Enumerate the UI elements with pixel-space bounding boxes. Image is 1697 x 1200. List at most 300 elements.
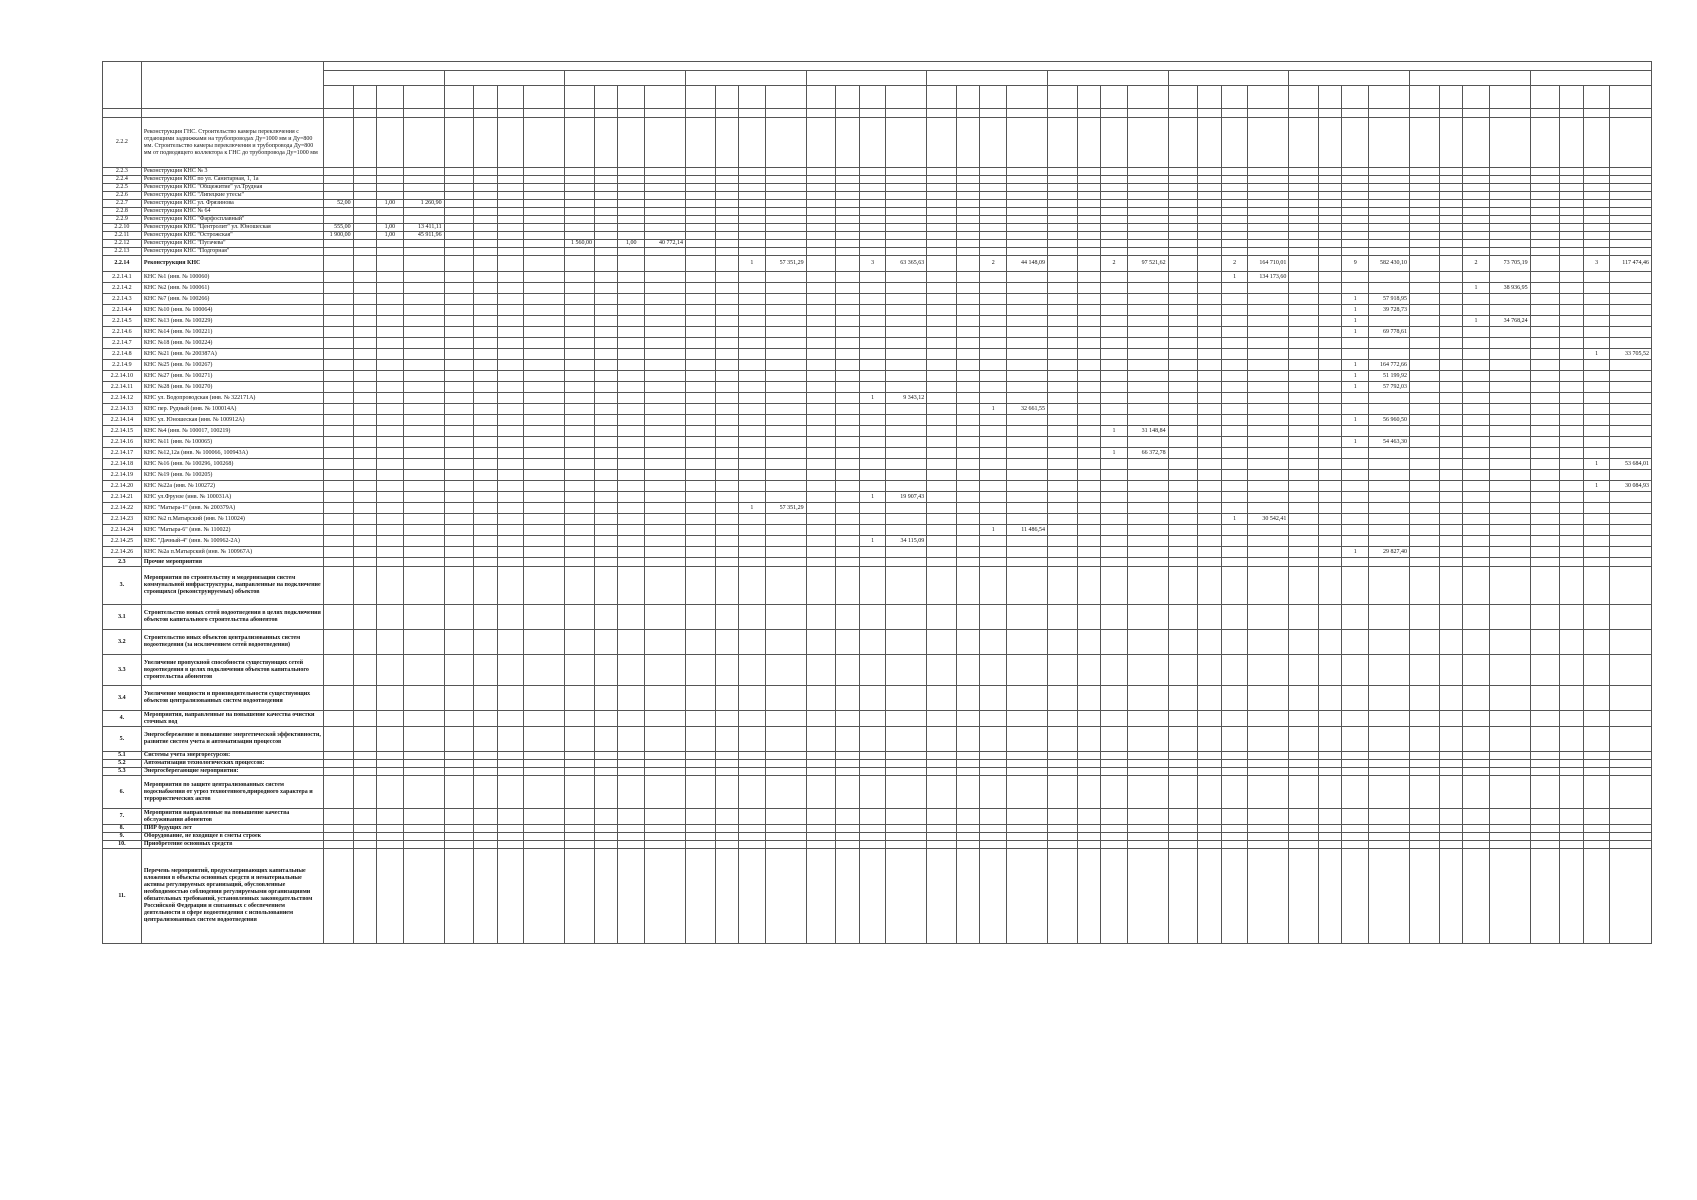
header-unit <box>594 86 618 109</box>
data-cell <box>1007 809 1048 825</box>
data-cell <box>1409 503 1439 514</box>
data-cell <box>1318 349 1342 360</box>
data-cell <box>1198 232 1222 240</box>
table-row <box>103 481 1652 492</box>
row-number: 9. <box>103 833 142 841</box>
data-cell <box>1077 841 1101 849</box>
data-cell <box>980 727 1007 752</box>
data-cell <box>927 382 957 393</box>
data-cell: 57 792,03 <box>1369 382 1410 393</box>
data-cell <box>1530 536 1560 547</box>
data-cell <box>1560 492 1584 503</box>
data-cell <box>859 525 886 536</box>
data-cell <box>1127 727 1168 752</box>
row-number: 2.2.8 <box>103 208 142 216</box>
data-cell <box>1489 176 1530 184</box>
data-cell <box>1248 727 1289 752</box>
row-number: 5.1 <box>103 752 142 760</box>
data-cell <box>1168 711 1198 727</box>
data-cell <box>618 841 645 849</box>
data-cell <box>1047 567 1077 605</box>
data-cell <box>377 492 404 503</box>
table-row <box>103 192 1652 200</box>
data-cell <box>1318 547 1342 558</box>
row-number: 7. <box>103 809 142 825</box>
data-cell <box>1198 630 1222 655</box>
data-cell <box>1463 752 1490 760</box>
data-cell <box>1101 514 1128 525</box>
data-cell <box>403 168 444 176</box>
data-cell <box>1610 525 1652 536</box>
data-cell <box>594 168 618 176</box>
header-unit <box>1168 86 1198 109</box>
data-cell <box>765 240 806 248</box>
data-cell <box>765 727 806 752</box>
data-cell <box>765 338 806 349</box>
data-cell <box>1610 426 1652 437</box>
data-cell <box>1101 327 1128 338</box>
data-cell <box>859 371 886 382</box>
data-cell <box>1289 459 1319 470</box>
data-cell <box>685 256 715 272</box>
data-cell <box>1047 825 1077 833</box>
data-cell <box>1198 514 1222 525</box>
row-number: 2.2.14.19 <box>103 470 142 481</box>
data-cell <box>806 655 836 686</box>
data-cell <box>739 248 766 256</box>
data-cell <box>1560 200 1584 208</box>
data-cell <box>1221 448 1248 459</box>
data-cell <box>497 841 524 849</box>
data-cell <box>353 382 377 393</box>
data-cell <box>1530 216 1560 224</box>
data-cell <box>980 558 1007 567</box>
data-cell <box>715 283 739 294</box>
data-cell <box>836 776 860 809</box>
data-cell <box>1610 272 1652 283</box>
data-cell <box>927 503 957 514</box>
data-cell <box>765 470 806 481</box>
data-cell <box>524 316 565 327</box>
data-cell <box>1289 437 1319 448</box>
data-cell <box>1077 208 1101 216</box>
data-cell <box>715 776 739 809</box>
data-cell <box>715 426 739 437</box>
data-cell <box>1318 825 1342 833</box>
data-cell: 45 911,96 <box>403 232 444 240</box>
data-cell <box>1342 192 1369 200</box>
data-cell <box>524 849 565 944</box>
data-cell <box>1077 809 1101 825</box>
data-cell <box>927 360 957 371</box>
data-cell <box>1198 567 1222 605</box>
data-cell <box>1127 208 1168 216</box>
data-cell <box>685 118 715 168</box>
data-cell <box>618 415 645 426</box>
data-cell <box>1318 768 1342 776</box>
data-cell: 1 <box>1342 360 1369 371</box>
table-row <box>103 760 1652 768</box>
row-object-name: КНС №11 (инв. № 100065) <box>141 437 323 448</box>
data-cell <box>1610 360 1652 371</box>
table-row <box>103 248 1652 256</box>
data-cell <box>1439 382 1463 393</box>
data-cell <box>1463 176 1490 184</box>
data-cell: 9 343,12 <box>886 393 927 404</box>
data-cell <box>886 349 927 360</box>
data-cell <box>739 841 766 849</box>
data-cell <box>1369 426 1410 437</box>
data-cell <box>645 605 686 630</box>
data-cell <box>1342 208 1369 216</box>
header-unit <box>1342 86 1369 109</box>
data-cell <box>956 492 980 503</box>
data-cell <box>1198 752 1222 760</box>
data-cell <box>1610 630 1652 655</box>
data-cell <box>956 448 980 459</box>
data-cell <box>859 547 886 558</box>
table-row <box>103 727 1652 752</box>
data-cell <box>1489 200 1530 208</box>
data-cell <box>836 437 860 448</box>
data-cell <box>474 655 498 686</box>
data-cell <box>1198 825 1222 833</box>
header-unit <box>645 86 686 109</box>
data-cell <box>1342 809 1369 825</box>
header-unit <box>1289 86 1319 109</box>
data-cell <box>524 727 565 752</box>
data-cell <box>474 470 498 481</box>
data-cell <box>1610 176 1652 184</box>
data-cell <box>1583 630 1610 655</box>
data-cell <box>1342 232 1369 240</box>
data-cell <box>353 316 377 327</box>
data-cell <box>1560 248 1584 256</box>
data-cell <box>765 168 806 176</box>
table-row <box>103 558 1652 567</box>
data-cell <box>565 448 595 459</box>
data-cell <box>1198 727 1222 752</box>
data-cell <box>685 727 715 752</box>
data-cell <box>1583 200 1610 208</box>
data-cell <box>765 200 806 208</box>
data-cell <box>859 630 886 655</box>
row-object-name: Реконструкция КНС ул. Фрязинова <box>141 200 323 208</box>
data-cell <box>645 168 686 176</box>
data-cell <box>1439 316 1463 327</box>
data-cell <box>859 448 886 459</box>
data-cell <box>765 492 806 503</box>
data-cell <box>886 558 927 567</box>
data-cell <box>1439 481 1463 492</box>
data-cell <box>1560 216 1584 224</box>
data-cell <box>1007 503 1048 514</box>
data-cell <box>1369 338 1410 349</box>
data-cell <box>444 711 474 727</box>
data-cell <box>859 272 886 283</box>
data-cell <box>444 727 474 752</box>
data-cell <box>1168 232 1198 240</box>
header-unit <box>1127 86 1168 109</box>
data-cell <box>565 655 595 686</box>
data-cell <box>1560 184 1584 192</box>
data-cell <box>1289 208 1319 216</box>
data-cell: 2 <box>980 256 1007 272</box>
data-cell <box>1439 256 1463 272</box>
data-cell: 1 <box>1342 305 1369 316</box>
header-unit <box>1439 86 1463 109</box>
data-cell <box>1168 224 1198 232</box>
data-cell <box>594 316 618 327</box>
data-cell <box>353 752 377 760</box>
data-cell <box>1248 327 1289 338</box>
data-cell <box>1463 305 1490 316</box>
data-cell <box>980 360 1007 371</box>
data-cell <box>1583 118 1610 168</box>
data-cell <box>645 200 686 208</box>
data-cell <box>444 459 474 470</box>
data-cell <box>1560 192 1584 200</box>
data-cell <box>444 305 474 316</box>
data-cell <box>806 437 836 448</box>
data-cell <box>1318 327 1342 338</box>
data-cell <box>765 448 806 459</box>
data-cell <box>497 492 524 503</box>
data-cell <box>1369 349 1410 360</box>
data-cell <box>980 393 1007 404</box>
data-cell <box>565 118 595 168</box>
data-cell <box>886 630 927 655</box>
data-cell <box>1530 849 1560 944</box>
data-cell <box>806 459 836 470</box>
data-cell <box>859 415 886 426</box>
data-cell <box>497 371 524 382</box>
data-cell <box>1560 605 1584 630</box>
data-cell <box>1463 727 1490 752</box>
data-cell <box>444 760 474 768</box>
data-cell <box>980 825 1007 833</box>
data-cell <box>618 338 645 349</box>
data-cell <box>1127 294 1168 305</box>
data-cell <box>1127 459 1168 470</box>
data-cell <box>1342 283 1369 294</box>
data-cell <box>524 809 565 825</box>
data-cell <box>1610 760 1652 768</box>
data-cell <box>1221 630 1248 655</box>
data-cell <box>1318 184 1342 192</box>
data-cell <box>1409 776 1439 809</box>
data-cell <box>980 470 1007 481</box>
data-cell <box>1439 605 1463 630</box>
data-cell <box>1289 558 1319 567</box>
data-cell <box>1127 547 1168 558</box>
data-cell <box>1168 316 1198 327</box>
data-cell <box>353 437 377 448</box>
row-object-name: Энергосберегающие мероприятия: <box>141 768 323 776</box>
data-cell <box>927 547 957 558</box>
data-cell <box>1221 371 1248 382</box>
data-cell <box>323 393 353 404</box>
data-cell <box>1127 514 1168 525</box>
data-cell <box>618 248 645 256</box>
data-cell <box>1289 294 1319 305</box>
data-cell <box>956 294 980 305</box>
data-cell <box>739 349 766 360</box>
data-cell <box>685 525 715 536</box>
data-cell <box>618 470 645 481</box>
data-cell <box>1583 338 1610 349</box>
data-cell <box>1248 768 1289 776</box>
data-cell <box>1077 256 1101 272</box>
data-cell <box>927 849 957 944</box>
data-cell <box>1489 224 1530 232</box>
data-cell <box>353 371 377 382</box>
header-unit <box>980 86 1007 109</box>
data-cell <box>1369 558 1410 567</box>
data-cell <box>524 256 565 272</box>
data-cell <box>956 232 980 240</box>
data-cell <box>715 240 739 248</box>
data-cell <box>927 349 957 360</box>
data-cell <box>444 503 474 514</box>
data-cell <box>1127 371 1168 382</box>
data-cell <box>645 426 686 437</box>
data-cell <box>403 776 444 809</box>
data-cell <box>980 481 1007 492</box>
data-cell <box>1342 825 1369 833</box>
data-cell <box>1248 248 1289 256</box>
data-cell <box>685 459 715 470</box>
row-number: 2.2.14.21 <box>103 492 142 503</box>
data-cell <box>524 492 565 503</box>
data-cell <box>1101 825 1128 833</box>
data-cell <box>1127 118 1168 168</box>
data-cell <box>353 283 377 294</box>
data-cell <box>524 184 565 192</box>
header-unit <box>1489 86 1530 109</box>
data-cell <box>1342 404 1369 415</box>
data-cell: 3 <box>859 256 886 272</box>
row-number: 2.2.14.2 <box>103 283 142 294</box>
data-cell <box>1610 393 1652 404</box>
header-index <box>685 109 715 118</box>
data-cell <box>1101 305 1128 316</box>
data-cell <box>956 316 980 327</box>
data-cell <box>1489 232 1530 240</box>
data-cell <box>323 216 353 224</box>
data-cell <box>1369 655 1410 686</box>
data-cell <box>886 294 927 305</box>
data-cell <box>1127 776 1168 809</box>
data-cell <box>474 305 498 316</box>
data-cell <box>497 224 524 232</box>
data-cell <box>353 248 377 256</box>
data-cell <box>1168 448 1198 459</box>
data-cell <box>1530 459 1560 470</box>
data-cell <box>1221 176 1248 184</box>
data-cell <box>1489 760 1530 768</box>
data-cell <box>1289 481 1319 492</box>
data-cell <box>1560 426 1584 437</box>
data-cell <box>1583 192 1610 200</box>
data-cell <box>1409 415 1439 426</box>
data-cell <box>765 567 806 605</box>
data-cell <box>1007 514 1048 525</box>
data-cell <box>1007 459 1048 470</box>
data-cell <box>524 360 565 371</box>
data-cell <box>645 305 686 316</box>
row-number: 2.2.14.10 <box>103 371 142 382</box>
data-cell <box>645 825 686 833</box>
data-cell <box>927 283 957 294</box>
data-cell <box>353 567 377 605</box>
data-cell <box>1007 492 1048 503</box>
data-cell <box>1583 248 1610 256</box>
data-cell <box>474 360 498 371</box>
data-cell <box>377 481 404 492</box>
data-cell <box>377 168 404 176</box>
data-cell <box>1168 727 1198 752</box>
data-cell <box>1463 448 1490 459</box>
row-number: 2.2.14.26 <box>103 547 142 558</box>
data-cell <box>739 224 766 232</box>
data-cell: 1 <box>1342 547 1369 558</box>
data-cell <box>377 711 404 727</box>
header-year <box>323 71 444 86</box>
data-cell <box>927 825 957 833</box>
data-cell <box>1221 760 1248 768</box>
data-cell <box>594 200 618 208</box>
data-cell <box>859 208 886 216</box>
data-cell <box>1198 305 1222 316</box>
data-cell <box>765 272 806 283</box>
data-cell <box>1198 809 1222 825</box>
row-object-name: КНС "Матыра-6" (инв. № 110022) <box>141 525 323 536</box>
data-cell <box>927 833 957 841</box>
header-index <box>524 109 565 118</box>
data-cell <box>956 525 980 536</box>
data-cell <box>1127 404 1168 415</box>
data-cell <box>1047 305 1077 316</box>
data-cell <box>739 833 766 841</box>
data-cell <box>497 760 524 768</box>
header-unit <box>377 86 404 109</box>
data-cell <box>1289 248 1319 256</box>
data-cell <box>1248 686 1289 711</box>
data-cell <box>1318 833 1342 841</box>
data-cell <box>1101 655 1128 686</box>
data-cell <box>1248 481 1289 492</box>
data-cell <box>594 118 618 168</box>
data-cell <box>1583 825 1610 833</box>
data-cell <box>715 833 739 841</box>
data-cell <box>1530 437 1560 448</box>
data-cell <box>859 316 886 327</box>
data-cell <box>524 752 565 760</box>
data-cell <box>1489 305 1530 316</box>
data-cell <box>956 415 980 426</box>
row-number: 2.2.14.5 <box>103 316 142 327</box>
row-object-name: КНС "Дачный-4" (инв. № 100962-2А) <box>141 536 323 547</box>
data-cell <box>1127 393 1168 404</box>
data-cell <box>1198 776 1222 809</box>
data-cell <box>1248 240 1289 248</box>
data-cell <box>594 605 618 630</box>
data-cell <box>1077 200 1101 208</box>
data-cell <box>1439 294 1463 305</box>
data-cell <box>444 514 474 525</box>
data-cell <box>859 768 886 776</box>
